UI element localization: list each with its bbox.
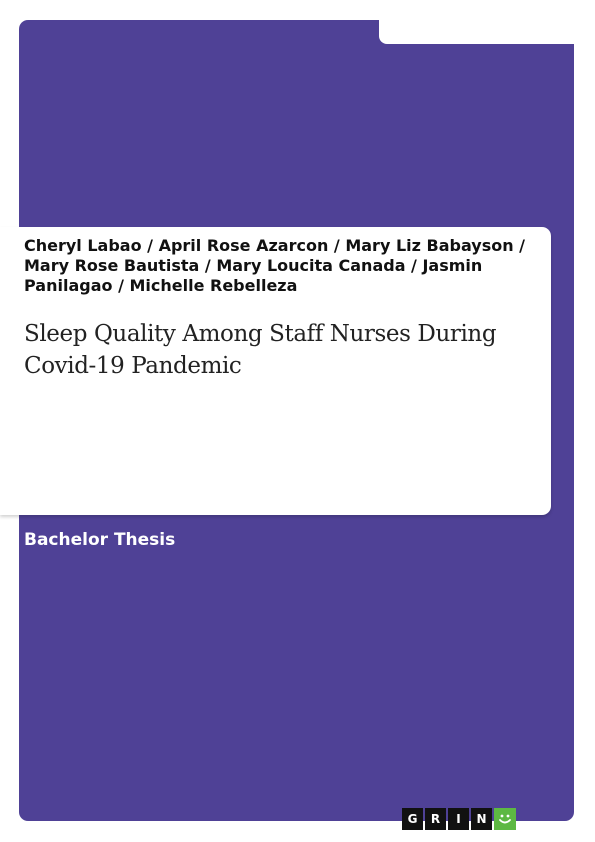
book-title-line-2: Covid-19 Pandemic [24, 353, 242, 379]
logo-letter-i: I [448, 808, 469, 830]
logo-letter-n: N [471, 808, 492, 830]
author-list: Cheryl Labao / April Rose Azarcon / Mary Liz Babayson / Mary Rose Bautista / Mary Loucita Canada / Jasmin Panilagao / Michelle Rebelleza [24, 236, 526, 295]
logo-letter-r: R [425, 808, 446, 830]
book-title [24, 318, 534, 382]
cover-notch [379, 20, 579, 44]
grin-logo [402, 808, 516, 830]
smiley-icon [494, 808, 516, 830]
book-title-line-1: Sleep Quality Among Staff Nurses During [24, 321, 497, 347]
document-type: Bachelor Thesis [24, 530, 176, 550]
logo-letter-g: G [402, 808, 423, 830]
